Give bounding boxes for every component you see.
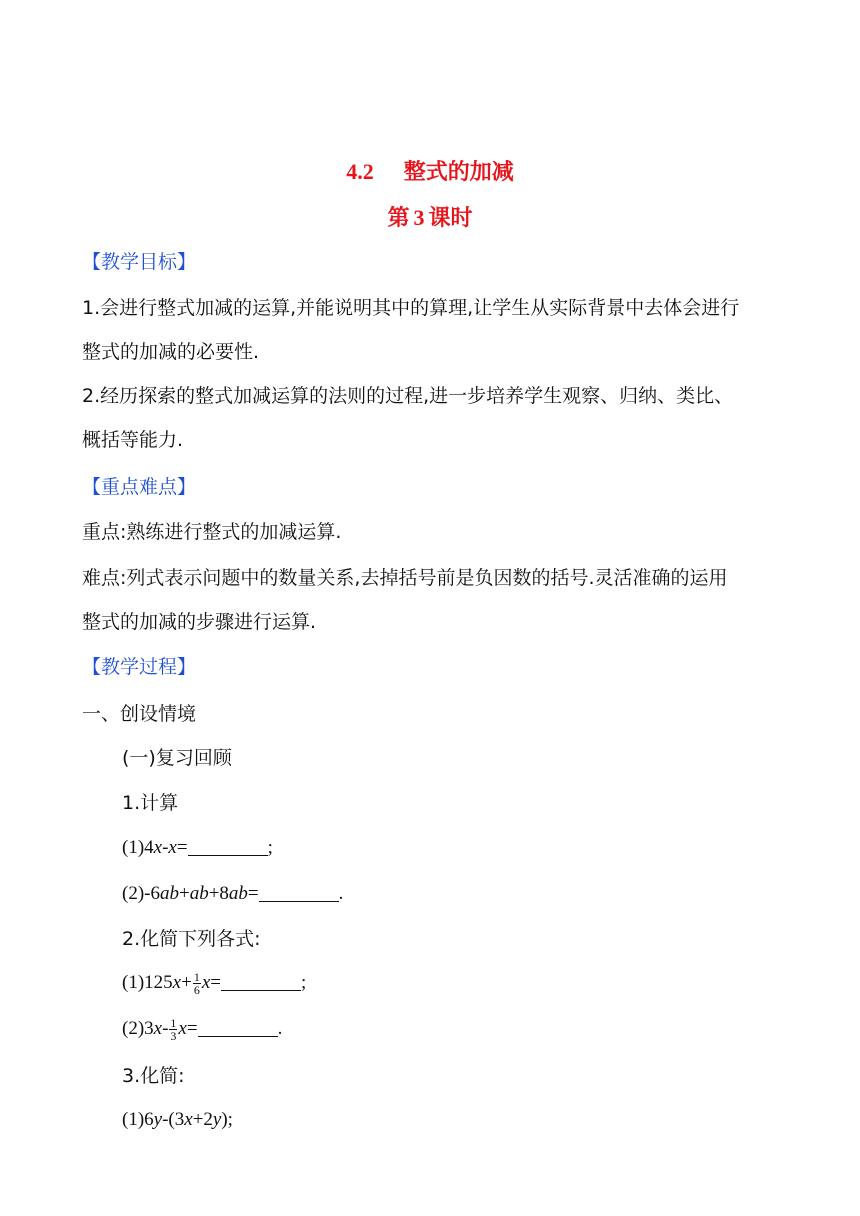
q2b-var: x (153, 1018, 163, 1039)
q2a-var-2: x (201, 972, 211, 993)
q2a-equals: = (210, 972, 221, 993)
q1b-op-2: +8 (208, 883, 229, 904)
answer-blank[interactable] (198, 1018, 278, 1037)
process-heading: 【教学过程】 (82, 656, 197, 678)
question-2b (122, 1016, 282, 1042)
q2b-var-2: x (178, 1018, 187, 1039)
q2a-prefix: (1)125 (122, 972, 173, 993)
q3a-prefix: (1)6 (122, 1109, 154, 1130)
part-1-heading: 一、创设情境 (82, 703, 197, 725)
question-3a (122, 1107, 233, 1133)
fraction (169, 1017, 177, 1042)
q1b-var-1: ab (159, 883, 179, 904)
hard-point-line-2: 整式的加减的步骤进行运算. (82, 611, 317, 633)
goals-heading: 【教学目标】 (82, 251, 197, 273)
key-points-heading: 【重点难点】 (82, 476, 197, 498)
q3a-end: ); (221, 1109, 233, 1130)
q1a-prefix: (1)4 (122, 837, 154, 858)
fraction (193, 971, 201, 996)
goal-1-line-1: 1.会进行整式加减的运算,并能说明其中的算理,让学生从实际背景中去体会进行 (82, 297, 740, 319)
q1a-var: x (153, 837, 163, 858)
q3a-var-2: x (184, 1109, 193, 1130)
lesson-number: 3 (413, 205, 425, 230)
section-title-text: 整式的加减 (403, 160, 514, 185)
question-1a (122, 835, 273, 861)
hard-point-line-1: 难点:列式表示问题中的数量关系,去掉括号前是负因数的括号.灵活准确的运用 (82, 567, 728, 589)
q1b-var-3: ab (228, 883, 248, 904)
q1a-op: - (162, 837, 169, 858)
q2a-end: ; (300, 972, 307, 993)
q2b-prefix: (2)3 (122, 1018, 154, 1039)
fraction-denominator: 3 (170, 1029, 177, 1044)
goal-1-line-2: 整式的加减的必要性. (82, 341, 260, 363)
question-2: 2.化简下列各式: (122, 928, 261, 950)
question-1b (122, 881, 343, 907)
q1a-var-2: x (168, 837, 177, 858)
q3a-op-2: +2 (192, 1109, 213, 1130)
question-1: 1.计算 (122, 792, 179, 814)
lesson-prefix: 第 (387, 206, 410, 231)
q1b-equals: = (247, 883, 259, 904)
answer-blank[interactable] (259, 883, 339, 902)
q1b-op-1: + (178, 883, 190, 904)
q3a-op: -(3 (162, 1109, 185, 1130)
fraction-numerator: 1 (193, 970, 200, 985)
q3a-var-3: y (212, 1109, 222, 1130)
fraction-denominator: 6 (193, 983, 200, 998)
q1a-end: ; (267, 837, 273, 858)
q1a-equals: = (176, 837, 188, 858)
q2b-equals: = (186, 1018, 198, 1039)
q3a-var: y (153, 1109, 163, 1130)
goal-2-line-2: 概括等能力. (82, 429, 184, 451)
section-title (0, 158, 860, 187)
answer-blank[interactable] (188, 837, 268, 856)
lesson-suffix: 课时 (428, 206, 473, 231)
question-2a (122, 970, 306, 996)
q2b-end: . (277, 1018, 283, 1039)
key-point: 重点:熟练进行整式的加减运算. (82, 521, 342, 543)
section-number: 4.2 (346, 159, 374, 184)
review-subheading: (一)复习回顾 (122, 747, 232, 769)
q2a-op: + (181, 972, 192, 993)
fraction-numerator: 1 (170, 1016, 177, 1031)
answer-blank[interactable] (221, 972, 301, 991)
q1b-prefix: (2)-6 (122, 883, 160, 904)
q1b-var-2: ab (189, 883, 209, 904)
q2a-var: x (172, 972, 182, 993)
goal-2-line-1: 2.经历探索的整式加减运算的法则的过程,进一步培养学生观察、归纳、类比、 (82, 385, 734, 407)
lesson-title (0, 204, 860, 233)
q1b-end: . (338, 883, 344, 904)
question-3: 3.化简: (122, 1065, 185, 1087)
q2b-op: - (162, 1018, 169, 1039)
